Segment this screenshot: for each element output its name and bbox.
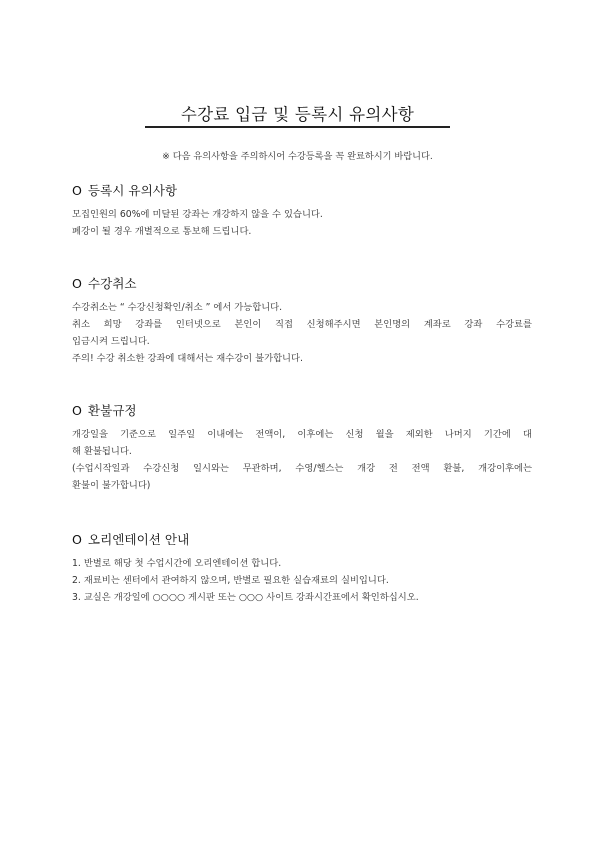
section-marker: O [72,532,82,547]
body-line: 취소 희망 강좌를 인터넷으로 본인이 직접 신청해주시면 본인명의 계좌로 강좌 수강료를 [72,319,532,330]
section-refund [72,403,532,494]
section-title: 등록시 유의사항 [87,183,178,198]
body-line: 2. 재료비는 센터에서 관여하지 않으며, 반별로 필요한 실습재료의 실비입니다. [72,575,389,586]
section-title: 환불규정 [87,403,137,418]
section-heading [72,183,532,199]
body-line: (수업시작일과 수강신청 일시와는 무관하며, 수영/헬스는 개강 전 전액 환불, 개강이후에는 [72,463,532,474]
section-heading [72,532,532,548]
title-underline [145,126,450,128]
body-line: 폐강이 될 경우 개별적으로 통보해 드립니다. [72,226,252,237]
section-title: 수강취소 [87,276,137,291]
section-marker: O [72,183,82,198]
section-cancellation [72,276,532,367]
section-marker: O [72,403,82,418]
section-registration [72,183,532,240]
section-heading [72,403,532,419]
title-block [145,101,450,125]
page-title: 수강료 입금 및 등록시 유의사항 [180,105,415,124]
body-line: 모집인원의 60%에 미달된 강좌는 개강하지 않을 수 있습니다. [72,209,323,220]
body-line: 3. 교실은 개강일에 ○○○○ 게시판 또는 ○○○ 사이트 강좌시간표에서 확인하십시오. [72,592,419,603]
section-marker: O [72,276,82,291]
section-title: 오리엔테이션 안내 [87,532,190,547]
section-orientation [72,532,532,606]
body-line: 해 환불됩니다. [72,446,132,457]
body-line: 환불이 불가합니다) [72,480,151,491]
body-line: 1. 반별로 해당 첫 수업시간에 오리엔테이션 합니다. [72,558,282,569]
body-line: 주의! 수강 취소한 강좌에 대해서는 재수강이 불가합니다. [72,353,303,364]
body-line: 입금시켜 드립니다. [72,336,150,347]
body-line: 개강일을 기준으로 일주일 이내에는 전액이, 이후에는 신청 월을 제외한 나머지 기간에 대 [72,429,532,440]
body-line: 수강취소는 “ 수강신청확인/취소 ” 에서 가능합니다. [72,302,283,313]
section-heading [72,276,532,292]
notice-text: ※ 다음 유의사항을 주의하시어 수강등록을 꼭 완료하시기 바랍니다. [162,151,433,162]
